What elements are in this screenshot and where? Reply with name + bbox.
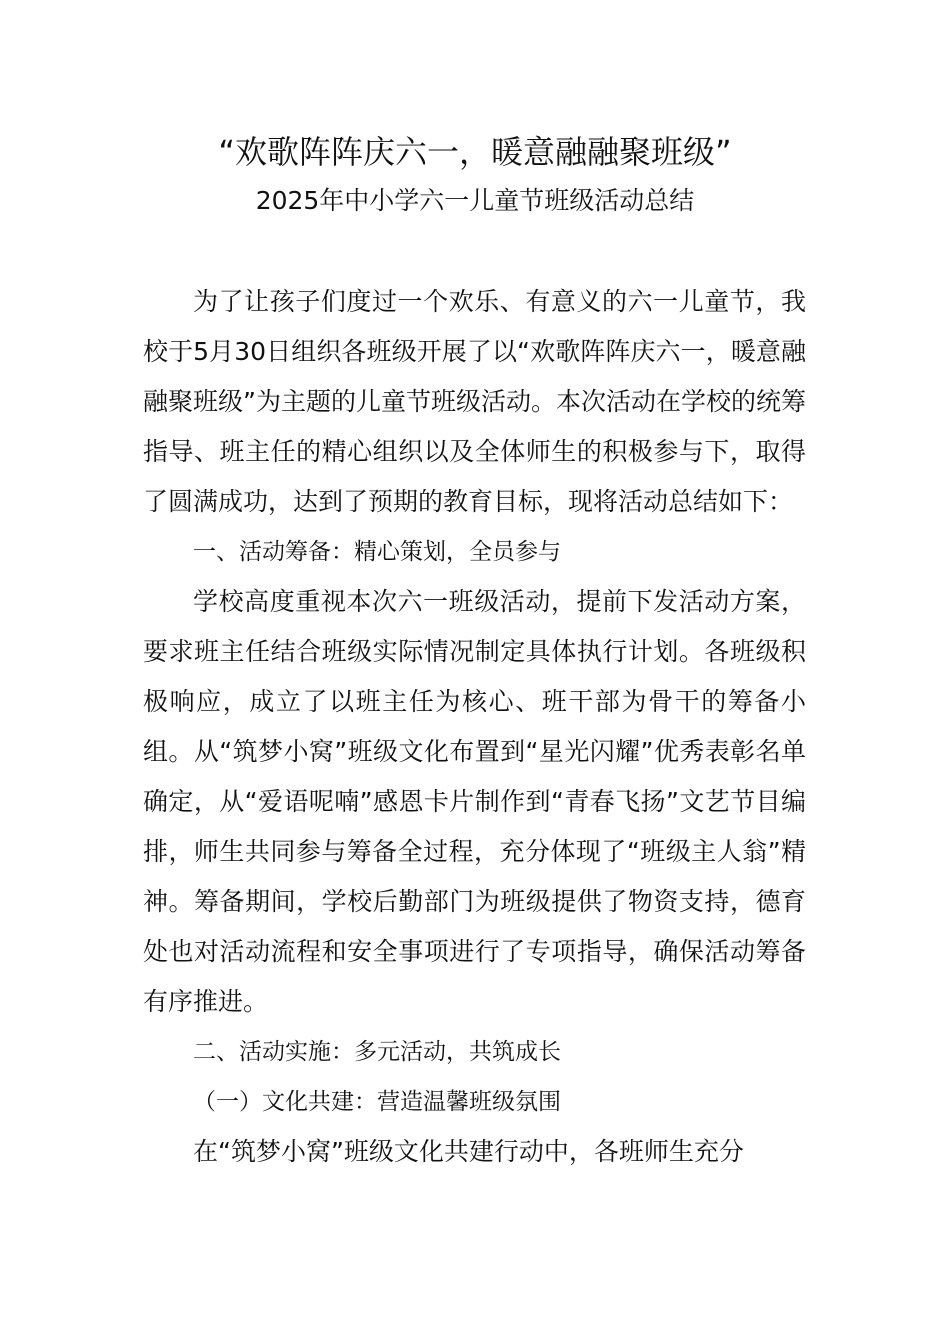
document-title: “欢歌阵阵庆六一，暖意融融聚班级”: [218, 133, 732, 171]
section-heading-2: 二、活动实施：多元活动，共筑成长: [193, 1039, 561, 1065]
document-subtitle: 2025年中小学六一儿童节班级活动总结: [255, 186, 695, 215]
document-body: [143, 277, 806, 1177]
subsection-heading-2-1: （一）文化共建：营造温馨班级氛围: [193, 1089, 561, 1115]
section-heading-1: 一、活动筹备：精心策划，全员参与: [193, 539, 561, 565]
section-1-paragraph: 学校高度重视本次六一班级活动，提前下发活动方案，要求班主任结合班级实际情况制定具体执行计划。各班级积极响应，成立了以班主任为核心、班干部为骨干的筹备小组。从“筑梦小窝”班级文化布置到“星光闪耀”优秀表彰名单确定，从“爱语呢喃”感恩卡片制作到“青春飞扬”文艺节目编排，师生共同参与筹备全过程，充分体现了“班级主人翁”精神。筹备期间，学校后勤部门为班级提供了物资支持，德育处也对活动流程和安全事项进行了专项指导，确保活动筹备有序推进。: [143, 587, 806, 1016]
intro-paragraph: 为了让孩子们度过一个欢乐、有意义的六一儿童节，我校于5月30日组织各班级开展了以“欢歌阵阵庆六一，暖意融融聚班级”为主题的儿童节班级活动。本次活动在学校的统筹指导、班主任的精心组织以及全体师生的积极参与下，取得了圆满成功，达到了预期的教育目标，现将活动总结如下：: [143, 287, 806, 516]
subsection-2-1-paragraph: 在“筑梦小窝”班级文化共建行动中，各班师生充分: [193, 1137, 744, 1166]
